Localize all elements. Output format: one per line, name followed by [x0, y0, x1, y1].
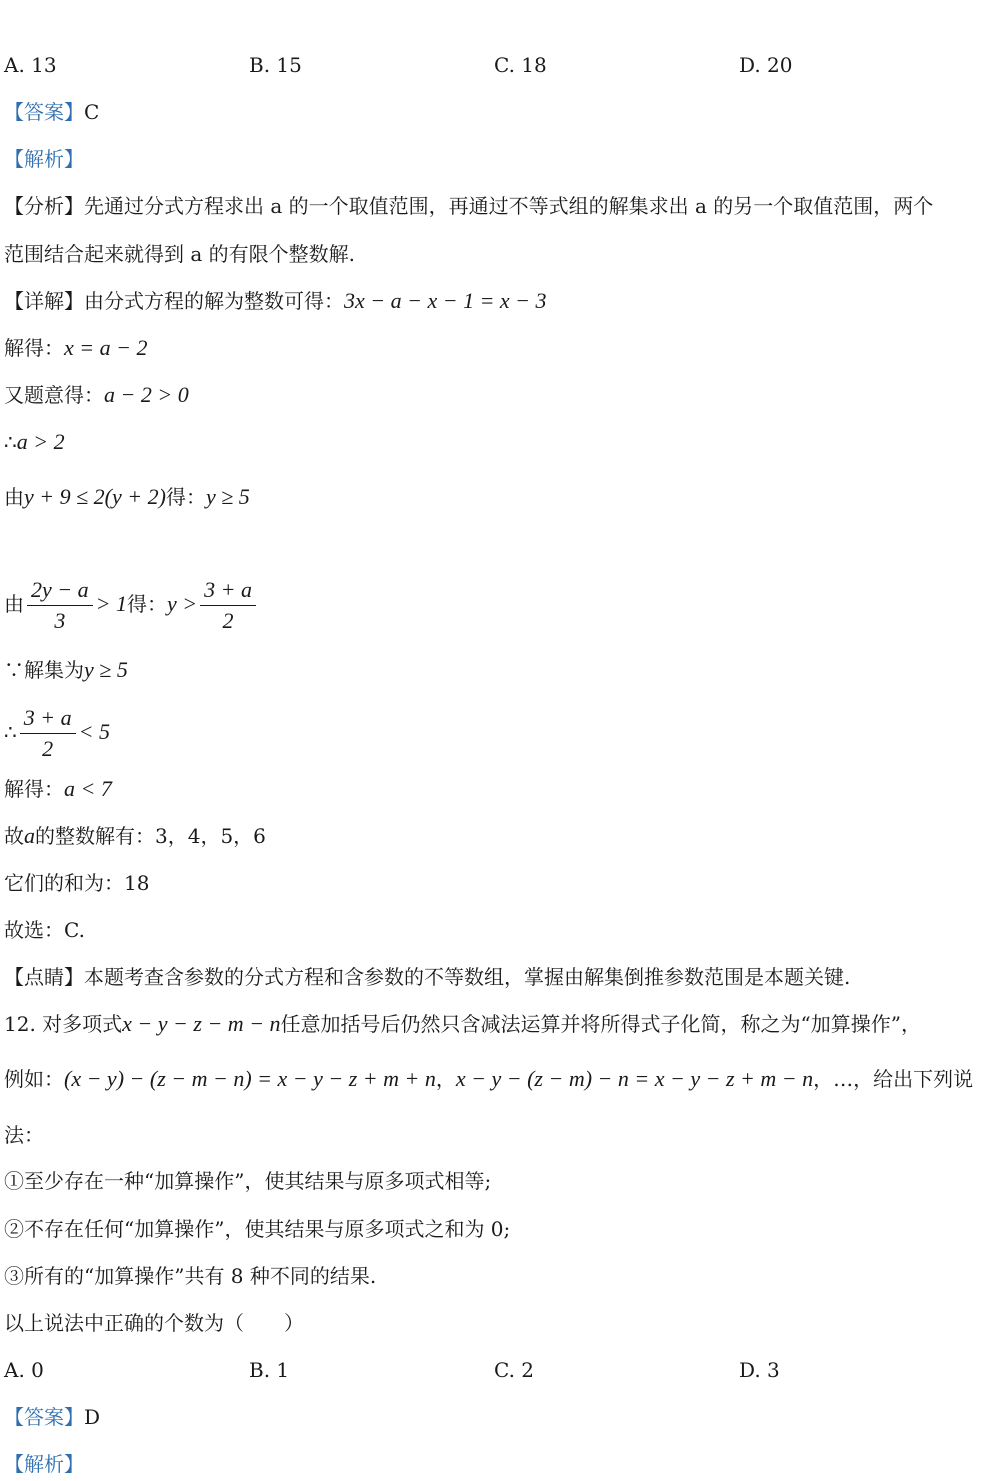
step5-text-a: 由 — [4, 592, 24, 616]
xiangjie-equation: 3x − a − x − 1 = x − 3 — [344, 288, 547, 313]
q12-answer-line — [4, 1403, 100, 1431]
step5-math-b: y > — [166, 591, 198, 616]
fenxi-line1 — [4, 192, 933, 220]
step5 — [4, 575, 259, 636]
step5-math-mid: > 1 — [95, 591, 127, 616]
q12-example — [4, 1065, 973, 1093]
answer-line — [4, 98, 99, 126]
step9 — [4, 822, 266, 850]
option-b: B. 15 — [249, 53, 302, 77]
fraction-denominator: 3 — [54, 608, 66, 633]
q12-stem — [4, 1010, 921, 1038]
fraction-denominator: 2 — [42, 736, 54, 761]
q12-example-math1: (x − y) − (z − m − n) = x − y − z + m + n — [64, 1066, 436, 1091]
step2 — [4, 381, 189, 409]
q12-option-d: D. 3 — [739, 1358, 780, 1382]
step6-math: y ≥ 5 — [84, 657, 128, 682]
step1 — [4, 334, 147, 362]
step4-text-b: 得： — [165, 485, 206, 509]
step10: 它们的和为：18 — [4, 871, 150, 895]
step8 — [4, 775, 112, 803]
q12-stem-a: 12. 对多项式 — [4, 1012, 123, 1036]
q12-example-math2: x − y − (z − m) − n = x − y − z + m − n — [455, 1066, 814, 1091]
q12-polynomial: x − y − z − m − n — [122, 1011, 281, 1036]
q12-example-tail: ，…，给出下列说 — [813, 1067, 974, 1091]
answer-tag: 【答案】 — [4, 100, 84, 124]
therefore-symbol: ∴ — [4, 720, 17, 744]
dianjing-text: 本题考查含参数的分式方程和含参数的不等数组，掌握由解集倒推参数范围是本题关键. — [84, 965, 851, 989]
step7-math: < 5 — [78, 719, 110, 744]
therefore-symbol: ∴ — [4, 430, 17, 454]
step4-math-b: y ≥ 5 — [205, 484, 250, 509]
fenxi-text: 先通过分式方程求出 a 的一个取值范围，再通过不等式组的解集求出 a 的另一个取值范围，两个 — [84, 194, 934, 218]
q12-example-sep: ， — [435, 1067, 456, 1091]
answer-value: C — [84, 100, 100, 124]
fenxi-line2: 范围结合起来就得到 a 的有限个整数解. — [4, 242, 355, 266]
option-a: A. 13 — [4, 53, 57, 77]
q12-example-text: 例如： — [4, 1067, 64, 1091]
q12-analysis-tag: 【解析】 — [4, 1452, 84, 1476]
fraction-3-plus-a-over-2 — [200, 575, 256, 636]
step5-text-b: 得： — [126, 592, 167, 616]
q12-question: 以上说法中正确的个数为（ ） — [4, 1311, 304, 1335]
step4-math-a: y + 9 ≤ 2(y + 2) — [24, 484, 166, 509]
q12-statement-2: ②不存在任何“加算操作”，使其结果与原多项式之和为 0; — [4, 1217, 511, 1241]
fraction-2y-minus-a-over-3 — [27, 575, 93, 636]
xiangjie-text: 由分式方程的解为整数可得： — [84, 289, 344, 313]
q12-option-c: C. 2 — [494, 1358, 535, 1382]
step6 — [4, 656, 128, 684]
fenxi-tag: 【分析】 — [4, 194, 84, 218]
step1-math: x = a − 2 — [64, 335, 148, 360]
option-d: D. 20 — [739, 53, 793, 77]
fraction-numerator: 3 + a — [20, 703, 76, 734]
analysis-tag: 【解析】 — [4, 147, 84, 171]
option-c: C. 18 — [494, 53, 547, 77]
step9-text-a: 故 — [4, 824, 24, 848]
step3-math: a > 2 — [16, 429, 65, 454]
dianjing-tag: 【点睛】 — [4, 965, 84, 989]
q12-statement-1: ①至少存在一种“加算操作”，使其结果与原多项式相等; — [4, 1169, 492, 1193]
step4-text-a: 由 — [4, 485, 24, 509]
fraction-numerator: 3 + a — [200, 575, 256, 606]
q12-statement-3: ③所有的“加算操作”共有 8 种不同的结果. — [4, 1264, 377, 1288]
step9-text-b: 的整数解有：3，4，5，6 — [35, 824, 266, 848]
q12-option-b: B. 1 — [249, 1358, 290, 1382]
q12-stem-b: 任意加括号后仍然只含减法运算并将所得式子化简，称之为“加算操作”， — [280, 1012, 921, 1036]
step9-math: a — [24, 823, 35, 848]
q12-option-a: A. 0 — [4, 1358, 44, 1382]
step1-text: 解得： — [4, 336, 64, 360]
q12-answer-tag: 【答案】 — [4, 1405, 84, 1429]
step8-text: 解得： — [4, 777, 64, 801]
step7 — [4, 703, 110, 764]
step2-text: 又题意得： — [4, 383, 104, 407]
step8-math: a < 7 — [64, 776, 112, 801]
step6-text: ∵解集为 — [4, 658, 84, 682]
xiangjie-line — [4, 287, 547, 315]
fraction-numerator: 2y − a — [27, 575, 93, 606]
q12-example-wrap: 法： — [4, 1123, 44, 1147]
step2-math: a − 2 > 0 — [104, 382, 189, 407]
fraction-denominator: 2 — [222, 608, 234, 633]
step4 — [4, 483, 250, 511]
step3 — [4, 428, 65, 456]
dianjing-line — [4, 963, 850, 991]
xiangjie-tag: 【详解】 — [4, 289, 84, 313]
step11: 故选：C. — [4, 918, 85, 942]
fraction-3-plus-a-over-2 — [20, 703, 76, 764]
q12-answer-value: D — [84, 1405, 101, 1429]
